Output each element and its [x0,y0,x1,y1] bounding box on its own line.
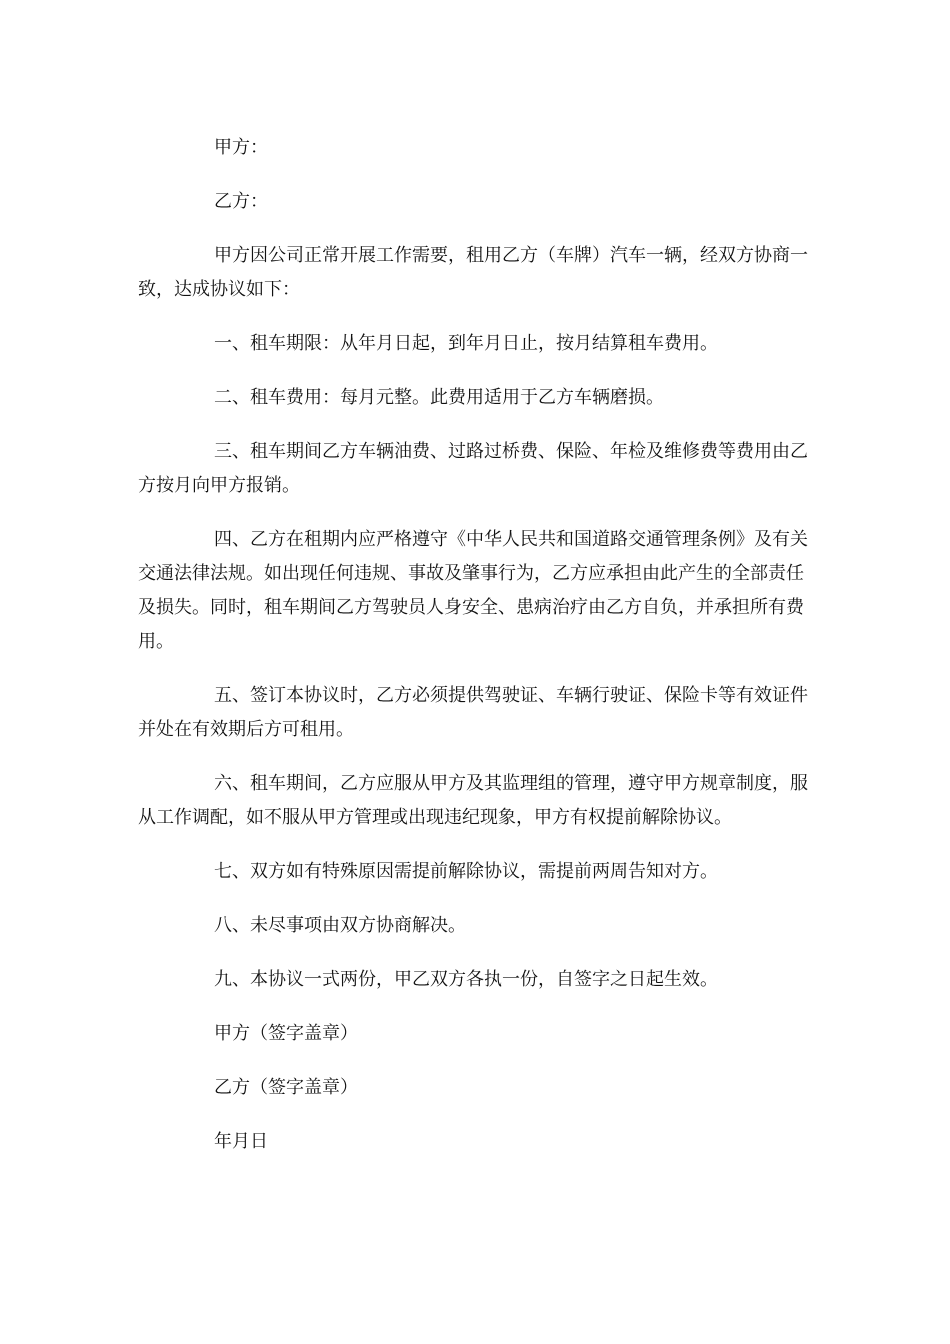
clause-1: 一、租车期限：从年月日起，到年月日止，按月结算租车费用。 [214,333,718,354]
signature-date: 年月日 [214,1131,268,1152]
clause-5: 五、签订本协议时，乙方必须提供驾驶证、车辆行驶证、保险卡等有效证件并处在有效期后方可租用。 [138,685,808,740]
agreement-body [138,131,814,1179]
party-a-line: 甲方： [214,137,268,158]
clause-6: 六、租车期间，乙方应服从甲方及其监理组的管理，遵守甲方规章制度，服从工作调配，如不服从甲方管理或出现违纪现象，甲方有权提前解除协议。 [138,773,808,828]
party-b-line: 乙方： [214,191,268,212]
signature-party-b: 乙方（签字盖章） [214,1077,358,1098]
intro-paragraph: 甲方因公司正常开展工作需要，租用乙方（车牌）汽车一辆，经双方协商一致，达成协议如下： [138,245,808,300]
clause-7: 七、双方如有特殊原因需提前解除协议，需提前两周告知对方。 [214,861,718,882]
clause-4: 四、乙方在租期内应严格遵守《中华人民共和国道路交通管理条例》及有关交通法律法规。如出现任何违规、事故及肇事行为，乙方应承担由此产生的全部责任及损失。同时，租车期间乙方驾驶员人身安全、患病治疗由乙方自负，并承担所有费用。 [138,529,808,652]
clause-9: 九、本协议一式两份，甲乙双方各执一份，自签字之日起生效。 [214,969,718,990]
clause-8: 八、未尽事项由双方协商解决。 [214,915,466,936]
clause-2: 二、租车费用：每月元整。此费用适用于乙方车辆磨损。 [214,387,664,408]
clause-3: 三、租车期间乙方车辆油费、过路过桥费、保险、年检及维修费等费用由乙方按月向甲方报销。 [138,441,808,496]
signature-party-a: 甲方（签字盖章） [214,1023,358,1044]
